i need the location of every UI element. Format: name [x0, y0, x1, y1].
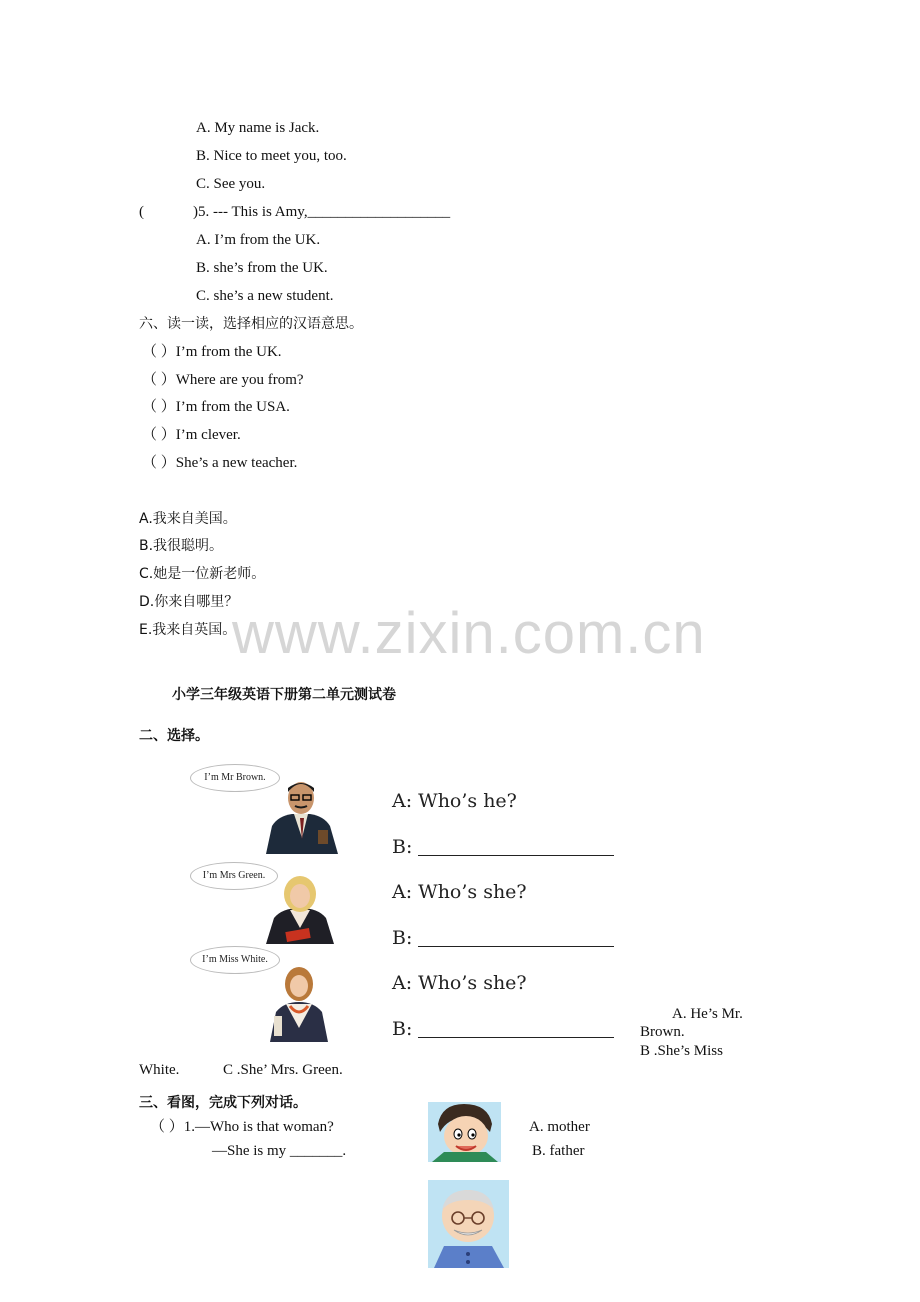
section2-option-b-line1: B .She’s Miss — [640, 1043, 723, 1059]
q4-option-a: A. My name is Jack. — [196, 120, 320, 136]
answer-prefix-2: B: — [392, 927, 413, 949]
q4-option-c: C. See you. — [196, 176, 266, 192]
section6-item-4: （ ）I’m clever. — [142, 427, 241, 443]
section6-title: 六、读一读，选择相应的汉语意思。 — [139, 316, 363, 332]
q5-option-a: A. I’m from the UK. — [196, 232, 321, 248]
section6-item-2: （ ）Where are you from? — [142, 372, 304, 388]
section3-q1-answer: —She is my _______. — [212, 1143, 347, 1159]
question-3: A: Who’s she? — [392, 972, 527, 994]
question-1: A: Who’s he? — [392, 790, 517, 812]
blank-2[interactable] — [418, 946, 614, 947]
q5-option-c: C. she’s a new student. — [196, 288, 334, 304]
mr-brown-picture — [258, 778, 344, 854]
section2-option-a-line2: Brown. — [640, 1024, 685, 1040]
watermark: www.zixin.com.cn — [232, 601, 706, 666]
answer-line-1[interactable] — [392, 836, 614, 858]
section3-q1-question: （ ）1.—Who is that woman? — [150, 1119, 334, 1135]
answer-line-3[interactable] — [392, 1018, 614, 1040]
question-2: A: Who’s she? — [392, 881, 527, 903]
section2-option-c: C .She’ Mrs. Green. — [223, 1062, 343, 1078]
section6-choice-b: B.我很聪明。 — [139, 538, 224, 554]
section6-choice-a: A.我来自美国。 — [139, 511, 237, 527]
speech-bubble-miss-white: I’m Miss White. — [190, 946, 280, 974]
section6-choice-d: D.你来自哪里？ — [139, 594, 239, 610]
section3-option-b: B. father — [532, 1143, 585, 1159]
section2-title: 二、选择。 — [139, 728, 209, 744]
miss-white-picture — [266, 962, 332, 1042]
q4-option-b: B. Nice to meet you, too. — [196, 148, 347, 164]
answer-prefix-1: B: — [392, 836, 413, 858]
section2-option-a-line1: A. He’s Mr. — [672, 1006, 743, 1022]
section6-item-3: （ ）I’m from the USA. — [142, 399, 290, 415]
mother-picture — [428, 1102, 501, 1162]
q5-paren: ( — [139, 204, 144, 220]
answer-prefix-3: B: — [392, 1018, 413, 1040]
answer-line-2[interactable] — [392, 927, 614, 949]
mrs-green-picture — [262, 874, 338, 944]
q5-option-b: B. she’s from the UK. — [196, 260, 328, 276]
speech-bubble-mrs-green: I’m Mrs Green. — [190, 862, 278, 890]
speech-bubble-mr-brown: I’m Mr Brown. — [190, 764, 280, 792]
section6-choice-c: C.她是一位新老师。 — [139, 566, 266, 582]
section2-option-b-line2: White. — [139, 1062, 180, 1078]
father-picture — [428, 1180, 509, 1268]
blank-1[interactable] — [418, 855, 614, 856]
section6-item-1: （ ）I’m from the UK. — [142, 344, 282, 360]
blank-3[interactable] — [418, 1037, 614, 1038]
section6-choice-e: E.我来自英国。 — [139, 622, 237, 638]
section6-item-5: （ ）She’s a new teacher. — [142, 455, 298, 471]
test-title: 小学三年级英语下册第二单元测试卷 — [172, 687, 396, 703]
q5-stem: )5. --- This is Amy,___________________ — [193, 204, 451, 220]
section3-option-a: A. mother — [529, 1119, 590, 1135]
section3-title: 三、看图，完成下列对话。 — [139, 1095, 307, 1111]
